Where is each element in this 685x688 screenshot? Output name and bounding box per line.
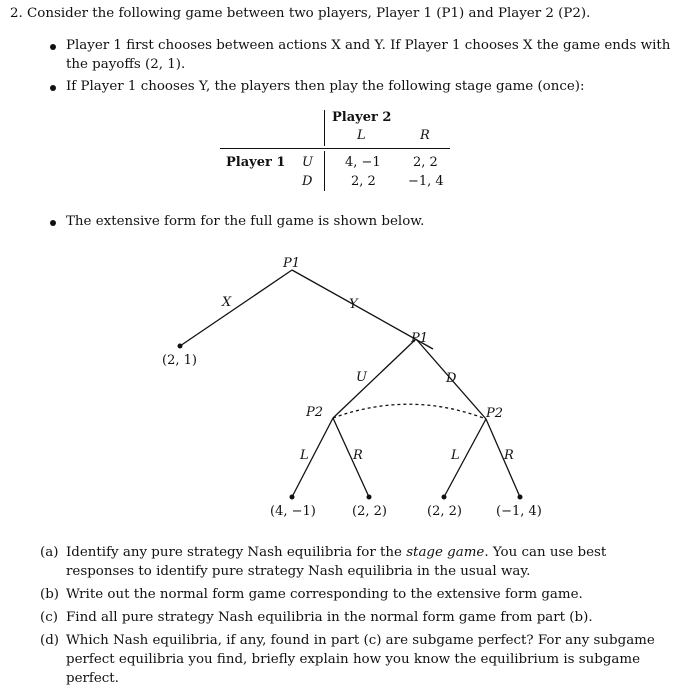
terminal-node-ul: [290, 495, 295, 500]
payoff-d-l: 2, 2: [351, 174, 376, 189]
edge-u: [333, 339, 416, 418]
row-divider: [324, 151, 325, 191]
question-intro: Consider the following game between two players, Player 1 (P1) and Player 2 (P2).: [27, 6, 591, 21]
tree-diagram: [0, 250, 685, 530]
bullet-icon: [50, 44, 56, 50]
payoff-u-r: 2, 2: [413, 155, 438, 170]
payoff-u-l: 4, −1: [345, 155, 381, 170]
p2-right-label: P2: [486, 406, 504, 421]
subquestion-text: Which Nash equilibria, if any, found in part (c) are subgame perfect? For any subgame perfect equilibria you find, briefly explain how you know the equilibrium is subgame perfect.: [66, 633, 655, 686]
col-action-r: R: [420, 128, 430, 143]
edge-l1: [292, 418, 333, 497]
action-y-label: Y: [349, 297, 358, 312]
edge-r2: [486, 419, 520, 497]
payoff-dl: (2, 2): [427, 504, 462, 519]
subquestion-text-post: . You can use best responses to identify pure strategy Nash equilibria in the usual way.: [66, 545, 607, 579]
terminal-node-dr: [518, 495, 523, 500]
action-x-label: X: [222, 295, 232, 310]
terminal-node-dl: [442, 495, 447, 500]
payoff-d-r: −1, 4: [408, 174, 444, 189]
edge-x: [180, 270, 292, 346]
question-number: 2.: [10, 6, 23, 21]
header-rule: [220, 148, 450, 149]
row-player-label: Player 1: [226, 155, 286, 170]
subquestion-emphasis: stage game: [406, 545, 485, 560]
terminal-node-ur: [367, 495, 372, 500]
p1-node-label: P1: [411, 331, 429, 346]
bullet-stage-game: [52, 77, 672, 96]
bullet-text: Player 1 first chooses between actions X and Y. If Player 1 chooses X the game ends with the payoffs (2, 1).: [66, 38, 671, 72]
action-r2-label: R: [504, 448, 514, 463]
subquestion-a: [40, 543, 675, 581]
subquestion-text: Write out the normal form game corresponding to the extensive form game.: [66, 587, 583, 602]
header-divider: [324, 110, 325, 146]
subquestion-text-pre: Identify any pure strategy Nash equilibria for the: [66, 545, 407, 560]
edge-r1: [333, 418, 369, 497]
payoff-ul: (4, −1): [270, 504, 316, 519]
col-action-l: L: [357, 128, 366, 143]
bullet-icon: [50, 85, 56, 91]
bullet-icon: [50, 220, 56, 226]
subquestion-tag: (b): [40, 587, 60, 602]
subquestion-tag: (d): [40, 633, 60, 648]
payoff-ur: (2, 2): [352, 504, 387, 519]
action-d-label: D: [446, 371, 457, 386]
subquestion-text: [40, 543, 675, 581]
p2-left-label: P2: [306, 405, 324, 420]
bullet-extensive-form: [52, 212, 672, 231]
question-heading: [10, 4, 675, 23]
subquestion-b: [40, 585, 675, 604]
payoff-dr: (−1, 4): [496, 504, 542, 519]
row-action-u: U: [302, 155, 313, 170]
terminal-node-x: [178, 344, 183, 349]
row-action-d: D: [302, 174, 313, 189]
subquestion-tag: (c): [40, 610, 58, 625]
bullet-text: If Player 1 chooses Y, the players then play the following stage game (once):: [66, 79, 585, 94]
root-label: P1: [283, 256, 301, 271]
action-r1-label: R: [353, 448, 363, 463]
action-l1-label: L: [300, 448, 309, 463]
bullet-player1-choice: [52, 36, 672, 74]
bullet-text: The extensive form for the full game is shown below.: [66, 214, 425, 229]
subquestion-text: Find all pure strategy Nash equilibria in the normal form game from part (b).: [66, 610, 593, 625]
extensive-form-tree: [0, 250, 685, 530]
subquestion-c: [40, 608, 675, 627]
subquestion-d: [40, 631, 675, 688]
payoff-x: (2, 1): [162, 353, 197, 368]
col-player-label: Player 2: [332, 110, 392, 125]
information-set: [333, 404, 486, 419]
stage-game-table: [220, 106, 470, 194]
action-u-label: U: [356, 370, 367, 385]
action-l2-label: L: [451, 448, 460, 463]
subquestion-tag: (a): [40, 545, 59, 560]
